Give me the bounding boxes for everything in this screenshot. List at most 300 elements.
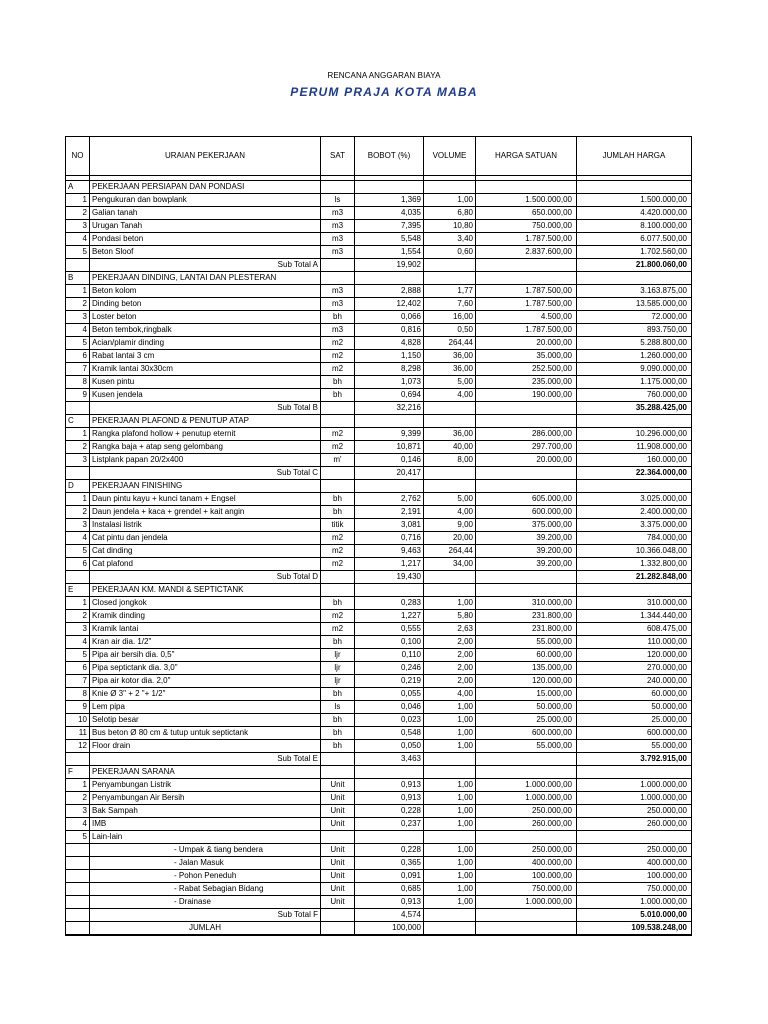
table-row — [66, 545, 692, 558]
row-jumlah-harga: 3.163.875,00 — [577, 285, 692, 298]
row-bobot: 9,399 — [355, 428, 424, 441]
row-volume: 0,60 — [424, 246, 476, 259]
row-uraian: Lain-lain — [90, 831, 321, 844]
row-volume: 1,00 — [424, 896, 476, 909]
row-uraian: Penyambungan Air Bersih — [90, 792, 321, 805]
document-title: RENCANA ANGGARAN BIAYA — [327, 71, 441, 80]
row-volume: 5,00 — [424, 376, 476, 389]
row-no — [66, 909, 90, 922]
row-bobot: 8,298 — [355, 363, 424, 376]
row-uraian: Selotip besar — [90, 714, 321, 727]
row-harga-satuan: 55.000,00 — [476, 740, 577, 753]
row-bobot: 1,073 — [355, 376, 424, 389]
row-volume: 2,63 — [424, 623, 476, 636]
row-no: 11 — [66, 727, 90, 740]
row-sat: bh — [321, 493, 355, 506]
row-sat — [321, 467, 355, 480]
row-bobot: 32,216 — [355, 402, 424, 415]
row-bobot: 0,228 — [355, 844, 424, 857]
row-no — [66, 870, 90, 883]
row-no: 2 — [66, 441, 90, 454]
row-bobot — [355, 181, 424, 194]
row-no: 1 — [66, 779, 90, 792]
row-jumlah-harga: 750.000,00 — [577, 883, 692, 896]
row-bobot: 4,035 — [355, 207, 424, 220]
row-sat — [321, 402, 355, 415]
row-volume: 1,00 — [424, 701, 476, 714]
row-uraian: Pipa air bersih dia. 0,5" — [90, 649, 321, 662]
row-bobot: 0,091 — [355, 870, 424, 883]
row-harga-satuan — [476, 415, 577, 428]
section-header-row — [66, 181, 692, 194]
row-harga-satuan — [476, 181, 577, 194]
row-jumlah-harga: 250.000,00 — [577, 805, 692, 818]
row-sat: Unit — [321, 896, 355, 909]
row-bobot: 0,100 — [355, 636, 424, 649]
row-volume — [424, 402, 476, 415]
row-sat — [321, 259, 355, 272]
row-no: 3 — [66, 311, 90, 324]
row-no: 1 — [66, 493, 90, 506]
row-harga-satuan: 20.000,00 — [476, 454, 577, 467]
row-jumlah-harga: 3.375.000,00 — [577, 519, 692, 532]
row-uraian: Galian tanah — [90, 207, 321, 220]
row-jumlah-harga: 400.000,00 — [577, 857, 692, 870]
section-header-row — [66, 480, 692, 493]
row-jumlah-harga: 35.288.425,00 — [577, 402, 692, 415]
row-sat — [321, 909, 355, 922]
row-harga-satuan: 260.000,00 — [476, 818, 577, 831]
row-uraian: PEKERJAAN PLAFOND & PENUTUP ATAP — [90, 415, 321, 428]
row-harga-satuan: 297.700,00 — [476, 441, 577, 454]
table-row — [66, 883, 692, 896]
row-uraian: - Pohon Peneduh — [90, 870, 321, 883]
row-no: 1 — [66, 428, 90, 441]
row-no: 4 — [66, 233, 90, 246]
row-harga-satuan: 39.200,00 — [476, 532, 577, 545]
row-uraian: Cat plafond — [90, 558, 321, 571]
table-body — [66, 176, 692, 936]
row-harga-satuan: 310.000,00 — [476, 597, 577, 610]
row-bobot: 2,191 — [355, 506, 424, 519]
row-bobot: 0,219 — [355, 675, 424, 688]
row-jumlah-harga: 21.800.060,00 — [577, 259, 692, 272]
row-uraian: Pipa air kotor dia. 2,0" — [90, 675, 321, 688]
row-bobot: 0,555 — [355, 623, 424, 636]
row-no: C — [66, 415, 90, 428]
grand-total-row — [66, 922, 692, 936]
row-no: 8 — [66, 688, 90, 701]
row-harga-satuan — [476, 467, 577, 480]
row-jumlah-harga — [577, 272, 692, 285]
table-row — [66, 558, 692, 571]
row-bobot — [355, 584, 424, 597]
row-volume: 0,50 — [424, 324, 476, 337]
row-sat — [321, 753, 355, 766]
row-sat: m2 — [321, 441, 355, 454]
row-volume: 1,00 — [424, 818, 476, 831]
row-bobot: 5,548 — [355, 233, 424, 246]
row-harga-satuan: 50.000,00 — [476, 701, 577, 714]
row-uraian: Rangka plafond hollow + penutup eternit — [90, 428, 321, 441]
row-no — [66, 922, 90, 936]
row-jumlah-harga: 10.296.000,00 — [577, 428, 692, 441]
row-bobot: 0,228 — [355, 805, 424, 818]
row-bobot: 0,913 — [355, 792, 424, 805]
row-no: B — [66, 272, 90, 285]
table-row — [66, 675, 692, 688]
row-sat: m3 — [321, 246, 355, 259]
row-uraian: Kramik lantai — [90, 623, 321, 636]
row-jumlah-harga: 250.000,00 — [577, 844, 692, 857]
row-uraian: Urugan Tanah — [90, 220, 321, 233]
row-bobot: 0,685 — [355, 883, 424, 896]
table-row — [66, 896, 692, 909]
row-sat: bh — [321, 389, 355, 402]
row-jumlah-harga: 310.000,00 — [577, 597, 692, 610]
row-sat — [321, 584, 355, 597]
row-volume: 1,00 — [424, 194, 476, 207]
row-no: 4 — [66, 324, 90, 337]
row-jumlah-harga: 10.366.048,00 — [577, 545, 692, 558]
row-no: A — [66, 181, 90, 194]
row-sat: m2 — [321, 545, 355, 558]
row-no — [66, 467, 90, 480]
table-row — [66, 324, 692, 337]
row-bobot: 19,430 — [355, 571, 424, 584]
row-no: 6 — [66, 662, 90, 675]
row-no — [66, 844, 90, 857]
row-jumlah-harga: 5.288.800,00 — [577, 337, 692, 350]
row-no: 1 — [66, 194, 90, 207]
row-no: 10 — [66, 714, 90, 727]
row-jumlah-harga: 110.000,00 — [577, 636, 692, 649]
row-bobot: 3,081 — [355, 519, 424, 532]
row-jumlah-harga: 1.175.000,00 — [577, 376, 692, 389]
table-row — [66, 363, 692, 376]
row-uraian: Sub Total E — [90, 753, 321, 766]
row-volume: 1,00 — [424, 779, 476, 792]
row-uraian: Rangka baja + atap seng gelombang — [90, 441, 321, 454]
row-sat: bh — [321, 311, 355, 324]
row-harga-satuan: 15.000,00 — [476, 688, 577, 701]
row-harga-satuan: 25.000,00 — [476, 714, 577, 727]
row-harga-satuan — [476, 259, 577, 272]
row-harga-satuan — [476, 909, 577, 922]
row-sat: m2 — [321, 532, 355, 545]
row-jumlah-harga: 260.000,00 — [577, 818, 692, 831]
row-jumlah-harga — [577, 415, 692, 428]
row-harga-satuan: 231.800,00 — [476, 610, 577, 623]
row-bobot: 0,548 — [355, 727, 424, 740]
row-jumlah-harga: 760.000,00 — [577, 389, 692, 402]
row-volume: 36,00 — [424, 363, 476, 376]
table-row — [66, 337, 692, 350]
row-uraian: JUMLAH — [90, 922, 321, 936]
table-row — [66, 350, 692, 363]
row-sat: m3 — [321, 233, 355, 246]
table-row — [66, 844, 692, 857]
row-bobot: 4,828 — [355, 337, 424, 350]
row-bobot — [355, 480, 424, 493]
row-jumlah-harga: 8.100.000,00 — [577, 220, 692, 233]
row-harga-satuan — [476, 922, 577, 936]
row-jumlah-harga: 1.260.000,00 — [577, 350, 692, 363]
budget-table — [65, 136, 692, 936]
table-row — [66, 714, 692, 727]
row-harga-satuan: 60.000,00 — [476, 649, 577, 662]
row-harga-satuan: 1.000.000,00 — [476, 896, 577, 909]
row-uraian: - Umpak & tiang bendera — [90, 844, 321, 857]
row-volume — [424, 922, 476, 936]
row-no: 8 — [66, 376, 90, 389]
row-jumlah-harga: 50.000,00 — [577, 701, 692, 714]
row-bobot: 0,716 — [355, 532, 424, 545]
row-harga-satuan: 650.000,00 — [476, 207, 577, 220]
row-volume — [424, 415, 476, 428]
row-sat: m2 — [321, 363, 355, 376]
row-uraian: Rabat lantai 3 cm — [90, 350, 321, 363]
row-volume: 2,00 — [424, 662, 476, 675]
row-jumlah-harga — [577, 766, 692, 779]
row-no: 3 — [66, 519, 90, 532]
row-harga-satuan: 231.800,00 — [476, 623, 577, 636]
row-volume: 1,00 — [424, 792, 476, 805]
row-bobot: 0,913 — [355, 896, 424, 909]
row-sat — [321, 831, 355, 844]
row-harga-satuan: 1.000.000,00 — [476, 779, 577, 792]
row-bobot: 1,227 — [355, 610, 424, 623]
table-row — [66, 805, 692, 818]
row-jumlah-harga — [577, 831, 692, 844]
row-bobot: 0,365 — [355, 857, 424, 870]
subtotal-row — [66, 259, 692, 272]
row-no: 1 — [66, 597, 90, 610]
table-row — [66, 207, 692, 220]
header-uraian: URAIAN PEKERJAAN — [90, 137, 321, 176]
row-jumlah-harga: 22.364.000,00 — [577, 467, 692, 480]
row-sat: Unit — [321, 857, 355, 870]
row-harga-satuan — [476, 584, 577, 597]
row-uraian: Bus beton Ø 80 cm & tutup untuk septictank — [90, 727, 321, 740]
row-sat: m3 — [321, 285, 355, 298]
row-jumlah-harga: 72.000,00 — [577, 311, 692, 324]
row-no: 2 — [66, 610, 90, 623]
row-uraian: Cat pintu dan jendela — [90, 532, 321, 545]
row-jumlah-harga: 270.000,00 — [577, 662, 692, 675]
row-volume — [424, 909, 476, 922]
row-uraian: Daun pintu kayu + kunci tanam + Engsel — [90, 493, 321, 506]
row-no: 5 — [66, 337, 90, 350]
row-no: 2 — [66, 792, 90, 805]
row-harga-satuan: 35.000,00 — [476, 350, 577, 363]
row-volume — [424, 753, 476, 766]
row-jumlah-harga: 3.792.915,00 — [577, 753, 692, 766]
row-volume: 1,00 — [424, 883, 476, 896]
table-row — [66, 298, 692, 311]
row-volume: 7,60 — [424, 298, 476, 311]
row-uraian: Sub Total C — [90, 467, 321, 480]
row-bobot: 0,237 — [355, 818, 424, 831]
subtotal-row — [66, 402, 692, 415]
row-volume: 10,80 — [424, 220, 476, 233]
row-harga-satuan: 400.000,00 — [476, 857, 577, 870]
table-row — [66, 662, 692, 675]
row-uraian: Beton kolom — [90, 285, 321, 298]
row-sat: ljr — [321, 675, 355, 688]
row-bobot: 4,574 — [355, 909, 424, 922]
row-jumlah-harga: 160.000,00 — [577, 454, 692, 467]
row-no: 4 — [66, 818, 90, 831]
row-bobot: 0,050 — [355, 740, 424, 753]
row-sat: Unit — [321, 792, 355, 805]
table-row — [66, 285, 692, 298]
row-jumlah-harga: 4.420.000,00 — [577, 207, 692, 220]
row-uraian: Lem pipa — [90, 701, 321, 714]
row-bobot: 0,913 — [355, 779, 424, 792]
row-uraian: Kramik dinding — [90, 610, 321, 623]
row-jumlah-harga: 784.000,00 — [577, 532, 692, 545]
row-sat — [321, 766, 355, 779]
table-row — [66, 311, 692, 324]
row-jumlah-harga: 608.475,00 — [577, 623, 692, 636]
row-uraian: Sub Total D — [90, 571, 321, 584]
row-bobot: 1,150 — [355, 350, 424, 363]
table-row — [66, 220, 692, 233]
table-row — [66, 194, 692, 207]
row-uraian: Loster beton — [90, 311, 321, 324]
row-uraian: Kramik lantai 30x30cm — [90, 363, 321, 376]
row-jumlah-harga: 1.702.560,00 — [577, 246, 692, 259]
row-jumlah-harga: 1.500.000,00 — [577, 194, 692, 207]
table-row — [66, 818, 692, 831]
row-uraian: Kusen pintu — [90, 376, 321, 389]
row-volume — [424, 181, 476, 194]
table-row — [66, 649, 692, 662]
table-row — [66, 376, 692, 389]
row-uraian: Pipa septictank dia. 3,0" — [90, 662, 321, 675]
row-uraian: Kusen jendela — [90, 389, 321, 402]
row-volume: 36,00 — [424, 428, 476, 441]
row-volume: 264,44 — [424, 545, 476, 558]
row-uraian: Closed jongkok — [90, 597, 321, 610]
table-row — [66, 389, 692, 402]
row-uraian: Acian/plamir dinding — [90, 337, 321, 350]
section-header-row — [66, 584, 692, 597]
row-jumlah-harga: 3.025.000,00 — [577, 493, 692, 506]
row-uraian: Sub Total A — [90, 259, 321, 272]
row-no: 2 — [66, 207, 90, 220]
row-bobot: 0,046 — [355, 701, 424, 714]
row-harga-satuan: 55.000,00 — [476, 636, 577, 649]
header-bobot: BOBOT (%) — [355, 137, 424, 176]
row-harga-satuan: 1.787.500,00 — [476, 233, 577, 246]
row-bobot: 2,762 — [355, 493, 424, 506]
row-no — [66, 857, 90, 870]
row-volume: 2,00 — [424, 636, 476, 649]
row-bobot — [355, 766, 424, 779]
table-row — [66, 428, 692, 441]
row-bobot: 20,417 — [355, 467, 424, 480]
row-uraian: PEKERJAAN KM. MANDI & SEPTICTANK — [90, 584, 321, 597]
table-row — [66, 740, 692, 753]
row-volume: 264,44 — [424, 337, 476, 350]
row-harga-satuan: 1.500.000,00 — [476, 194, 577, 207]
row-harga-satuan: 2.837.600,00 — [476, 246, 577, 259]
table-header-row — [66, 137, 692, 176]
row-no: 5 — [66, 831, 90, 844]
row-no: 3 — [66, 623, 90, 636]
row-bobot: 2,888 — [355, 285, 424, 298]
table-row — [66, 857, 692, 870]
row-sat: titik — [321, 519, 355, 532]
row-bobot: 0,023 — [355, 714, 424, 727]
header-sat: SAT — [321, 137, 355, 176]
row-jumlah-harga: 60.000,00 — [577, 688, 692, 701]
row-sat: m2 — [321, 610, 355, 623]
row-bobot: 12,402 — [355, 298, 424, 311]
row-jumlah-harga — [577, 181, 692, 194]
row-sat: m2 — [321, 623, 355, 636]
row-volume — [424, 272, 476, 285]
row-jumlah-harga: 25.000,00 — [577, 714, 692, 727]
row-harga-satuan: 600.000,00 — [476, 506, 577, 519]
row-volume: 1,00 — [424, 844, 476, 857]
row-jumlah-harga: 5.010.000,00 — [577, 909, 692, 922]
row-jumlah-harga: 893.750,00 — [577, 324, 692, 337]
row-bobot: 100,000 — [355, 922, 424, 936]
row-uraian: Daun jendela + kaca + grendel + kait angin — [90, 506, 321, 519]
row-harga-satuan — [476, 402, 577, 415]
row-uraian: Cat dinding — [90, 545, 321, 558]
row-harga-satuan: 750.000,00 — [476, 883, 577, 896]
row-volume: 1,00 — [424, 870, 476, 883]
row-no: 3 — [66, 220, 90, 233]
row-harga-satuan — [476, 571, 577, 584]
row-volume: 36,00 — [424, 350, 476, 363]
row-bobot: 7,395 — [355, 220, 424, 233]
row-volume: 2,00 — [424, 675, 476, 688]
row-uraian: PEKERJAAN DINDING, LANTAI DAN PLESTERAN — [90, 272, 321, 285]
row-volume — [424, 259, 476, 272]
subtotal-row — [66, 909, 692, 922]
row-sat: m3 — [321, 298, 355, 311]
row-harga-satuan: 1.787.500,00 — [476, 324, 577, 337]
row-harga-satuan — [476, 831, 577, 844]
row-uraian: Floor drain — [90, 740, 321, 753]
row-uraian: Kran air dia. 1/2" — [90, 636, 321, 649]
row-sat: Unit — [321, 805, 355, 818]
row-no: 6 — [66, 350, 90, 363]
row-jumlah-harga: 1.000.000,00 — [577, 896, 692, 909]
row-no: 9 — [66, 701, 90, 714]
row-no: 2 — [66, 506, 90, 519]
row-uraian: Knie Ø 3" + 2 "+ 1/2" — [90, 688, 321, 701]
row-no: 7 — [66, 675, 90, 688]
row-harga-satuan: 100.000,00 — [476, 870, 577, 883]
table-row — [66, 831, 692, 844]
row-no: 3 — [66, 454, 90, 467]
row-harga-satuan: 286.000,00 — [476, 428, 577, 441]
table-row — [66, 636, 692, 649]
row-no — [66, 259, 90, 272]
table-row — [66, 532, 692, 545]
row-no: 5 — [66, 545, 90, 558]
row-sat: ls — [321, 701, 355, 714]
row-jumlah-harga: 13.585.000,00 — [577, 298, 692, 311]
row-harga-satuan — [476, 766, 577, 779]
row-harga-satuan: 750.000,00 — [476, 220, 577, 233]
